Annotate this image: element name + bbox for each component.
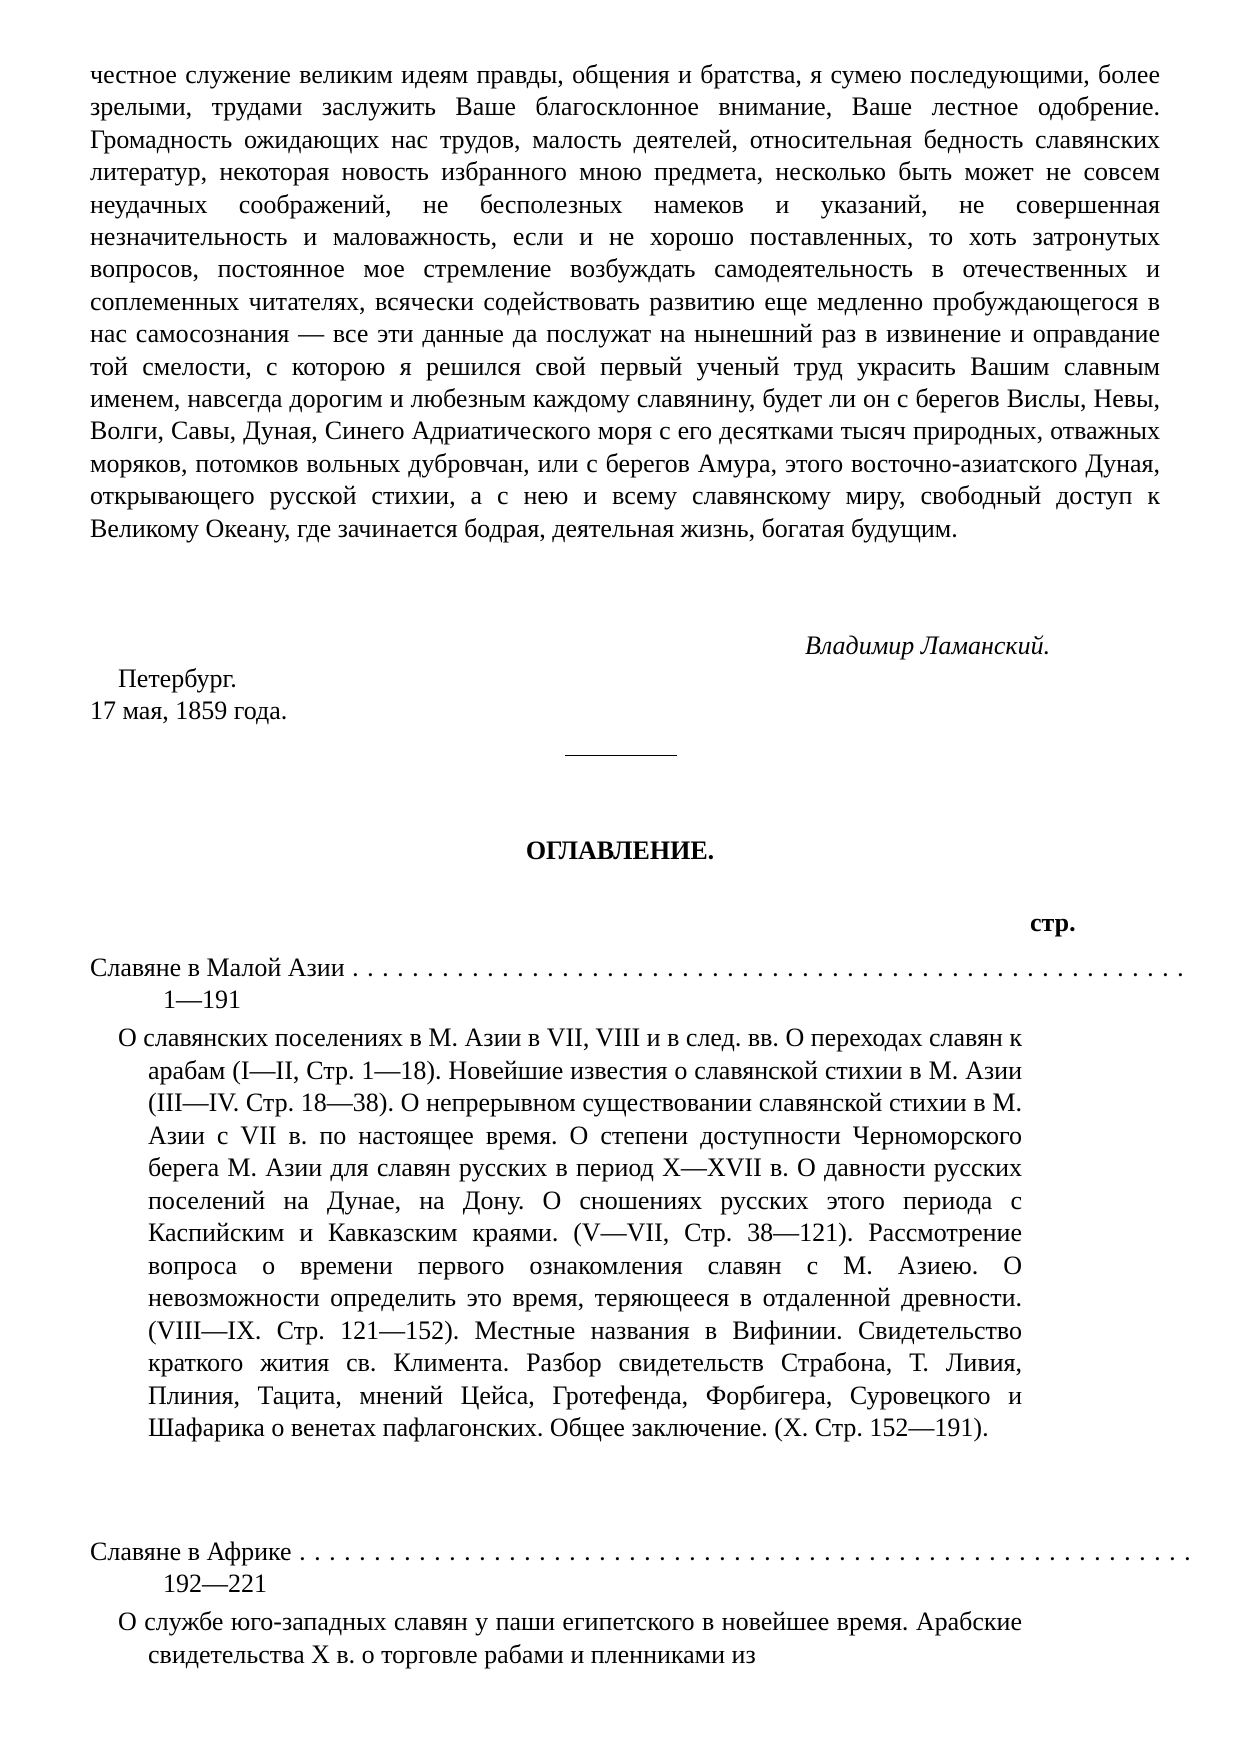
place-line: Петербург.	[118, 664, 237, 693]
toc-entry-title	[90, 952, 1185, 984]
toc-entry-pages: 1—191	[163, 985, 241, 1014]
toc-page-column-label: стр.	[1030, 908, 1076, 937]
toc-entry-description: О службе юго-западных славян у паши египетского в новейшее время. Арабские свидетельства X в. о торговле рабами и пленниками из	[118, 1607, 1022, 1669]
body-paragraph: честное служение великим идеям правды, общения и братства, я сумею последующими, более зрелыми, трудами заслужить Ваше благосклонное внимание, Ваше лестное одобрение. Громадность ожидающих нас трудов, малость деятелей, относительная бедность славянских литератур, некоторая новость избранного мною предмета, несколько быть может не совсем неудачных соображений, не бесполезных намеков и указаний, не совершенная незначительность и маловажность, если и не хорошо поставленных, то хоть затронутых вопросов, постоянное мое стремление возбуждать самодеятельность в отечественных и соплеменных читателях, всячески содействовать развитию еще медленно пробуждающегося в нас самосознания — все эти данные да послужат на нынешний раз в извинение и оправдание той смелости, с которою я решился свой первый ученый труд украсить Вашим славным именем, навсегда дорогим и любезным каждому славянину, будет ли он с берегов Вислы, Невы, Волги, Савы, Дуная, Синего Адриатического моря с его десятками тысяч природных, отважных моряков, потомков вольных дубровчан, или с берегов Амура, этого восточно-азиатского Дуная, открывающего русской стихии, а с нею и всему славянскому миру, свободный доступ к Великому Океану, где зачинается бодрая, деятельная жизнь, богатая будущим.	[90, 60, 1160, 543]
toc-heading: ОГЛАВЛЕНИЕ.	[525, 836, 715, 865]
toc-dot-leader: . . . . . . . . . . . . . . . . . . . . . . . . . . . . . . . . . . . . . . . . . . . . . . . . . . . . . . . . . . . .	[291, 1537, 1192, 1566]
section-divider	[565, 755, 677, 756]
toc-entry-pages: 192—221	[163, 1569, 267, 1598]
author-signature: Владимир Ламанский.	[805, 631, 1051, 660]
toc-entry-title-text: Славяне в Малой Азии	[90, 953, 345, 982]
toc-entry-description: О славянских поселениях в М. Азии в VII, VIII и в след. вв. О переходах славян к арабам (I—II, Стр. 1—18). Новейшие известия о славянской стихии в М. Азии (III—IV. Стр. 18—38). О непрерывном существовании славянской стихии в М. Азии с VII в. по настоящее время. О степени доступности Черноморского берега М. Азии для славян русских в период X—XVII в. О давности русских поселений на Дунае, на Дону. О сношениях русских этого периода с Каспийским и Кавказским краями. (V—VII, Стр. 38—121). Рассмотрение вопроса о времени первого ознакомления славян с М. Азиею. О невозможности определить это время, теряющееся в отдаленной древности. (VIII—IX. Стр. 121—152). Местные названия в Вифинии. Свидетельство краткого жития св. Климента. Разбор свидетельств Страбона, Т. Ливия, Плиния, Тацита, мнений Цейса, Гротефенда, Форбигера, Суровецкого и Шафарика о венетах пафлагонских. Общее заключение. (X. Стр. 152—191).	[118, 1023, 1022, 1442]
date-line: 17 мая, 1859 года.	[90, 696, 288, 725]
toc-dot-leader: . . . . . . . . . . . . . . . . . . . . . . . . . . . . . . . . . . . . . . . . . . . . . . . . . . . . . . . .	[344, 953, 1185, 982]
toc-entry-title	[90, 1536, 1192, 1568]
toc-entry-title-text: Славяне в Африке	[90, 1537, 292, 1566]
